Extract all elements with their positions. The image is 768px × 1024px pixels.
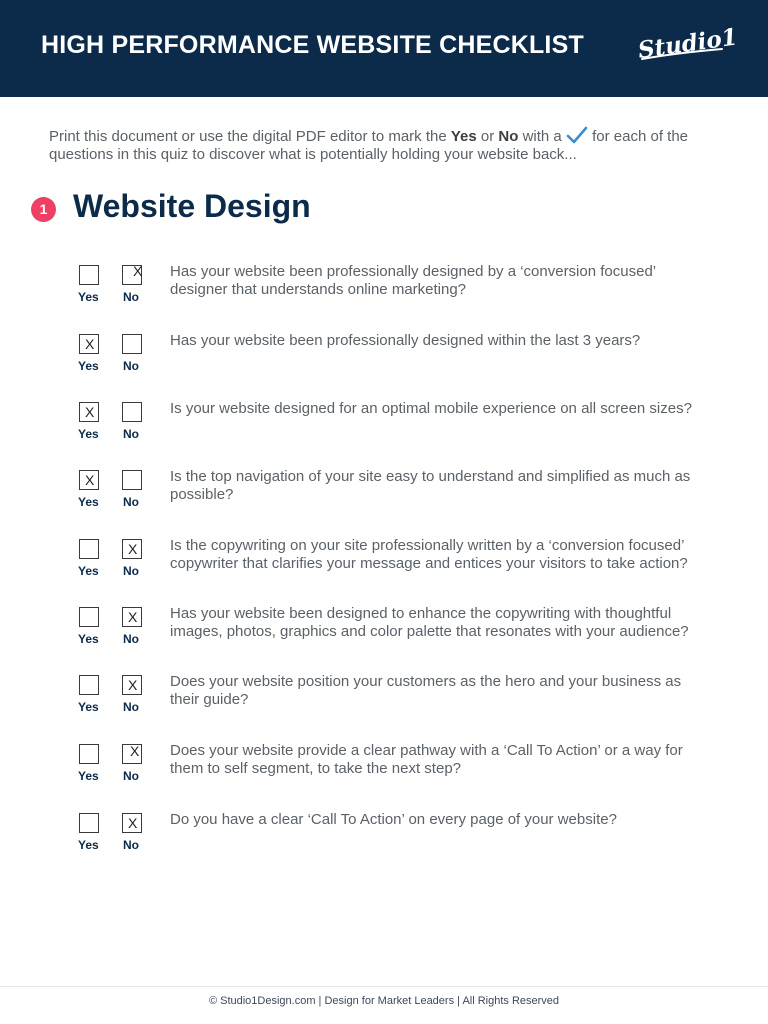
no-checkbox[interactable] — [122, 539, 142, 559]
yes-checkbox-mark: X — [85, 472, 95, 488]
checklist-row — [0, 402, 768, 464]
yes-checkbox-mark: X — [85, 404, 95, 420]
no-checkbox[interactable] — [122, 744, 142, 764]
no-label: No — [123, 359, 139, 373]
no-checkbox-mark: X — [128, 541, 138, 557]
yes-checkbox[interactable] — [79, 744, 99, 764]
no-checkbox[interactable] — [122, 607, 142, 627]
yes-checkbox[interactable] — [79, 813, 99, 833]
question-text: Is your website designed for an optimal mobile experience on all screen sizes? — [170, 400, 692, 417]
question-text: Is the top navigation of your site easy to understand and simplified as much as possible? — [170, 468, 691, 503]
intro-paragraph: Print this document or use the digital PDF editor to mark the Yes or No with a for each of the questions in this quiz to discover what is potentially holding your website back... — [49, 128, 689, 163]
footer-divider — [0, 986, 768, 987]
question-text: Does your website provide a clear pathway with a ‘Call To Action’ or a way for them to self segment, to take the next step? — [170, 742, 683, 777]
no-checkbox-mark: X — [128, 815, 138, 831]
checklist-row — [0, 675, 768, 737]
yes-label: Yes — [78, 564, 99, 578]
no-checkbox[interactable] — [122, 470, 142, 490]
question-text: Has your website been professionally designed by a ‘conversion focused’ designer that understands online marketing? — [170, 263, 656, 298]
checklist-row — [0, 265, 768, 327]
yes-checkbox[interactable] — [79, 675, 99, 695]
question-text: Do you have a clear ‘Call To Action’ on every page of your website? — [170, 811, 617, 828]
no-label: No — [123, 427, 139, 441]
checklist-row — [0, 813, 768, 875]
no-checkbox[interactable] — [122, 813, 142, 833]
question-text: Has your website been designed to enhance the copywriting with thoughtful images, photos, graphics and color palette that resonates with your audience? — [170, 605, 689, 640]
yes-label: Yes — [78, 700, 99, 714]
footer-text: © Studio1Design.com | Design for Market Leaders | All Rights Reserved — [208, 995, 560, 1007]
no-label: No — [123, 632, 139, 646]
studio1-logo — [636, 23, 740, 65]
section-number-badge: 1 — [31, 197, 56, 222]
yes-label: Yes — [78, 838, 99, 852]
checkmark-icon — [566, 126, 588, 144]
yes-checkbox-mark: X — [85, 336, 95, 352]
yes-label: Yes — [78, 290, 99, 304]
yes-label: Yes — [78, 495, 99, 509]
question-text: Has your website been professionally designed within the last 3 years? — [170, 332, 641, 349]
no-label: No — [123, 290, 139, 304]
page-header — [0, 0, 768, 97]
yes-label: Yes — [78, 632, 99, 646]
no-label: No — [123, 838, 139, 852]
question-text: Does your website position your customers as the hero and your business as their guide? — [170, 673, 682, 708]
yes-label: Yes — [78, 769, 99, 783]
question-text: Is the copywriting on your site professionally written by a ‘conversion focused’ copywriter that clarifies your message and entices your visitors to take action? — [170, 537, 688, 572]
checklist-row — [0, 470, 768, 532]
yes-checkbox[interactable] — [79, 402, 99, 422]
section-title: Website Design — [73, 188, 311, 224]
yes-checkbox[interactable] — [79, 607, 99, 627]
no-checkbox[interactable] — [122, 334, 142, 354]
no-label: No — [123, 564, 139, 578]
no-checkbox[interactable] — [122, 265, 142, 285]
checklist-row — [0, 607, 768, 669]
no-checkbox-mark: X — [128, 677, 138, 693]
no-checkbox[interactable] — [122, 675, 142, 695]
yes-checkbox[interactable] — [79, 265, 99, 285]
no-label: No — [123, 700, 139, 714]
no-label: No — [123, 495, 139, 509]
yes-checkbox[interactable] — [79, 470, 99, 490]
no-checkbox-mark: X — [130, 743, 140, 759]
yes-checkbox[interactable] — [79, 334, 99, 354]
no-label: No — [123, 769, 139, 783]
yes-checkbox[interactable] — [79, 539, 99, 559]
no-checkbox-mark: X — [128, 609, 138, 625]
document-title: HIGH PERFORMANCE WEBSITE CHECKLIST — [41, 31, 584, 59]
checklist-row — [0, 334, 768, 396]
checklist-row — [0, 539, 768, 601]
no-checkbox-mark: X — [133, 263, 143, 279]
svg-text:Studio1: Studio1 — [636, 23, 740, 65]
yes-label: Yes — [78, 359, 99, 373]
checklist-row — [0, 744, 768, 806]
yes-label: Yes — [78, 427, 99, 441]
no-checkbox[interactable] — [122, 402, 142, 422]
